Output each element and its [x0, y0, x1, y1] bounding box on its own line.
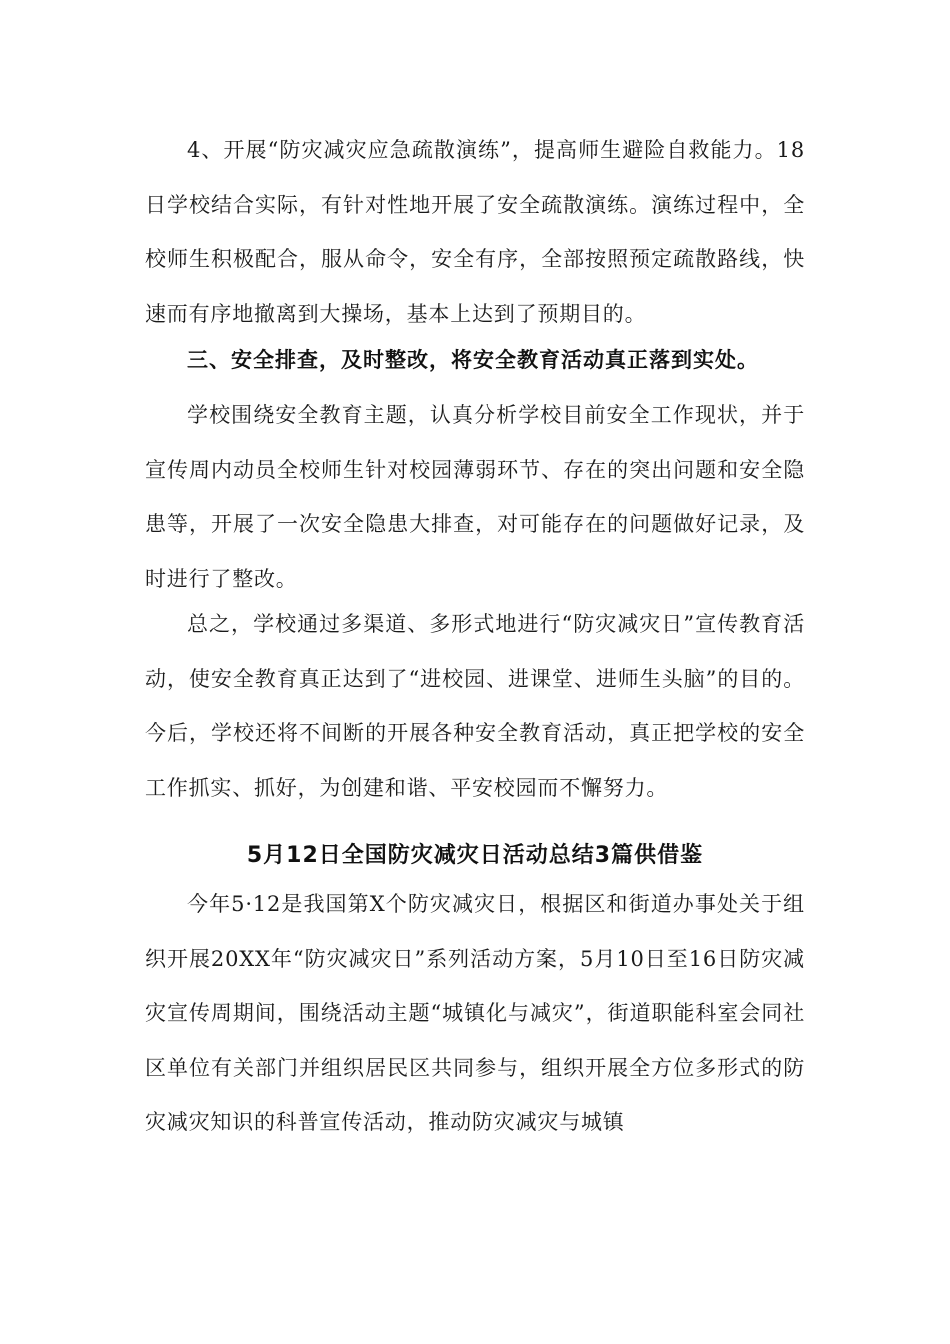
paragraph-introduction: 今年5·12是我国第X个防灾减灾日，根据区和街道办事处关于组织开展20XX年“防灾减灾日”系列活动方案，5月10日至16日防灾减灾宣传周期间，围绕活动主题“城镇化与减灾”，街道职能科室会同社区单位有关部门并组织居民区共同参与，组织开展全方位多形式的防灾减灾知识的科普宣传活动，推动防灾减灾与城镇	[145, 892, 805, 1134]
document-title: 5月12日全国防灾减灾日活动总结3篇供借鉴	[246, 843, 704, 868]
section-heading-safety-inspection: 三、安全排查，及时整改，将安全教育活动真正落到实处。	[187, 348, 759, 372]
paragraph-evacuation-drill: 4、开展“防灾减灾应急疏散演练”，提高师生避险自救能力。18日学校结合实际，有针对性地开展了安全疏散演练。演练过程中，全校师生积极配合，服从命令，安全有序，全部按照预定疏散路线，快速而有序地撤离到大操场，基本上达到了预期目的。	[145, 138, 805, 326]
paragraph-conclusion: 总之，学校通过多渠道、多形式地进行“防灾减灾日”宣传教育活动，使安全教育真正达到了“进校园、进课堂、进师生头脑”的目的。今后，学校还将不间断的开展各种安全教育活动，真正把学校的安全工作抓实、抓好，为创建和谐、平安校园而不懈努力。	[145, 612, 805, 800]
paragraph-safety-inspection: 学校围绕安全教育主题，认真分析学校目前安全工作现状，并于宣传周内动员全校师生针对校园薄弱环节、存在的突出问题和安全隐患等，开展了一次安全隐患大排查，对可能存在的问题做好记录，及时进行了整改。	[145, 403, 805, 591]
